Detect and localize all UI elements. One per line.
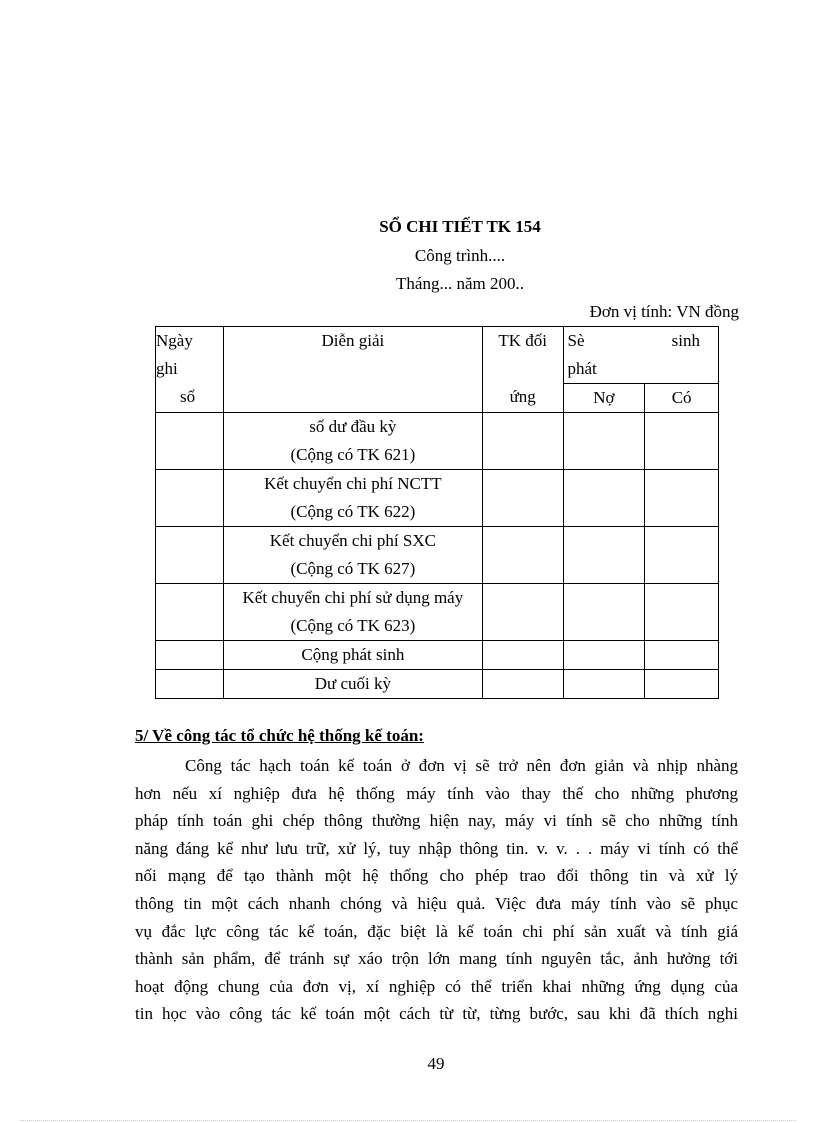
paragraph-line: thông tin một cách nhanh chóng và hiệu quả. Việc đưa máy tính vào sẽ phục (135, 893, 738, 913)
account-header-line-2: ứng (509, 387, 536, 406)
paragraph-line: pháp tính toán ghi chép thông thường hiện nay, máy vi tính sẽ cho những tính (135, 811, 738, 831)
ledger-title: SỔ CHI TIẾT TK 154 (379, 217, 541, 236)
credit-cell (645, 584, 719, 641)
table-row (156, 413, 719, 470)
date-header-line-3: sổ (180, 387, 196, 406)
paragraph-line: hơn nếu xí nghiệp đưa hệ thống máy tính vào thay thế cho những phương (135, 783, 738, 803)
paragraph-line: nối mạng để tạo thành một hệ thống cho phép trao đổi thông tin và xử lý (135, 866, 738, 886)
account-header (482, 327, 563, 413)
credit-cell (645, 470, 719, 527)
description-line-1: Kết chuyển chi phí sử dụng máy (242, 588, 464, 607)
arising-header-word-3: phát (567, 359, 597, 378)
description-cell (223, 584, 482, 641)
header-row (156, 327, 719, 384)
paragraph-line: tin học vào công tác kế toán một cách từ từ, từng bước, sau khi đã thích nghi (135, 1004, 738, 1024)
credit-header: Có (645, 384, 719, 413)
description-header: Diễn giải (223, 327, 482, 413)
table-row (156, 641, 719, 670)
debit-cell (563, 470, 645, 527)
description-cell: Cộng phát sinh (223, 641, 482, 670)
page-number: 49 (427, 1054, 445, 1073)
description-cell (223, 470, 482, 527)
debit-cell (563, 670, 645, 699)
table-row (156, 670, 719, 699)
date-cell (156, 670, 224, 699)
description-line-1: Kết chuyển chi phí NCTT (264, 474, 442, 493)
account-cell (482, 470, 563, 527)
date-header (156, 327, 224, 413)
date-header-line-2: ghi (156, 359, 178, 378)
paragraph-line: vụ đắc lực công tác kế toán, đặc biệt là kế toán chi phí sản xuất và tính giá (135, 921, 738, 941)
credit-cell (645, 670, 719, 699)
paragraph-line: năng đáng kể như lưu trữ, xử lý, tuy nhập thông tin. v. v. . . máy vi tính có thể (135, 838, 738, 858)
description-line-2: (Cộng có TK 621) (290, 445, 416, 464)
arising-header-word-2: sinh (671, 331, 700, 350)
description-line-1: Kết chuyển chi phí SXC (269, 531, 436, 550)
date-cell (156, 470, 224, 527)
account-cell (482, 584, 563, 641)
description-cell: Dư cuối kỳ (223, 670, 482, 699)
credit-cell (645, 413, 719, 470)
date-cell (156, 641, 224, 670)
account-cell (482, 527, 563, 584)
account-cell (482, 413, 563, 470)
body-paragraph (135, 752, 738, 1028)
description-line-2: (Cộng có TK 627) (290, 559, 416, 578)
section-heading: 5/ Về công tác tổ chức hệ thống kế toán: (135, 726, 424, 745)
date-cell (156, 527, 224, 584)
table-row (156, 584, 719, 641)
account-cell (482, 641, 563, 670)
description-cell (223, 413, 482, 470)
paragraph-line: thành sản phẩm, để tránh sự xáo trộn lớn mang tính nguyên tắc, ảnh hưởng tới (135, 949, 738, 969)
description-cell (223, 527, 482, 584)
date-cell (156, 584, 224, 641)
credit-cell (645, 527, 719, 584)
date-cell (156, 413, 224, 470)
footer-divider (20, 1120, 796, 1121)
paragraph-line: hoạt động chung của đơn vị, xí nghiệp có thể triển khai những ứng dụng của (135, 976, 738, 996)
period-line: Tháng... năm 200.. (396, 274, 524, 293)
arising-header-word-1: Sè (567, 331, 585, 350)
arising-header (563, 327, 719, 384)
debit-cell (563, 413, 645, 470)
debit-cell (563, 527, 645, 584)
description-line-1: số dư đầu kỳ (309, 417, 397, 436)
ledger-table (155, 326, 719, 699)
debit-cell (563, 584, 645, 641)
date-header-line-1: Ngày (156, 331, 193, 350)
account-header-line-1: TK đối (498, 331, 547, 350)
account-cell (482, 670, 563, 699)
currency-unit: Đơn vị tính: VN đồng (589, 302, 739, 321)
project-line: Công trình.... (414, 246, 506, 265)
table-row (156, 527, 719, 584)
paragraph-line: Công tác hạch toán kế toán ở đơn vị sẽ trở nên đơn giản và nhịp nhàng (185, 756, 738, 775)
description-line-2: (Cộng có TK 622) (290, 502, 416, 521)
debit-cell (563, 641, 645, 670)
table-row (156, 470, 719, 527)
credit-cell (645, 641, 719, 670)
description-line-2: (Cộng có TK 623) (290, 616, 416, 635)
debit-header: Nợ (563, 384, 645, 413)
